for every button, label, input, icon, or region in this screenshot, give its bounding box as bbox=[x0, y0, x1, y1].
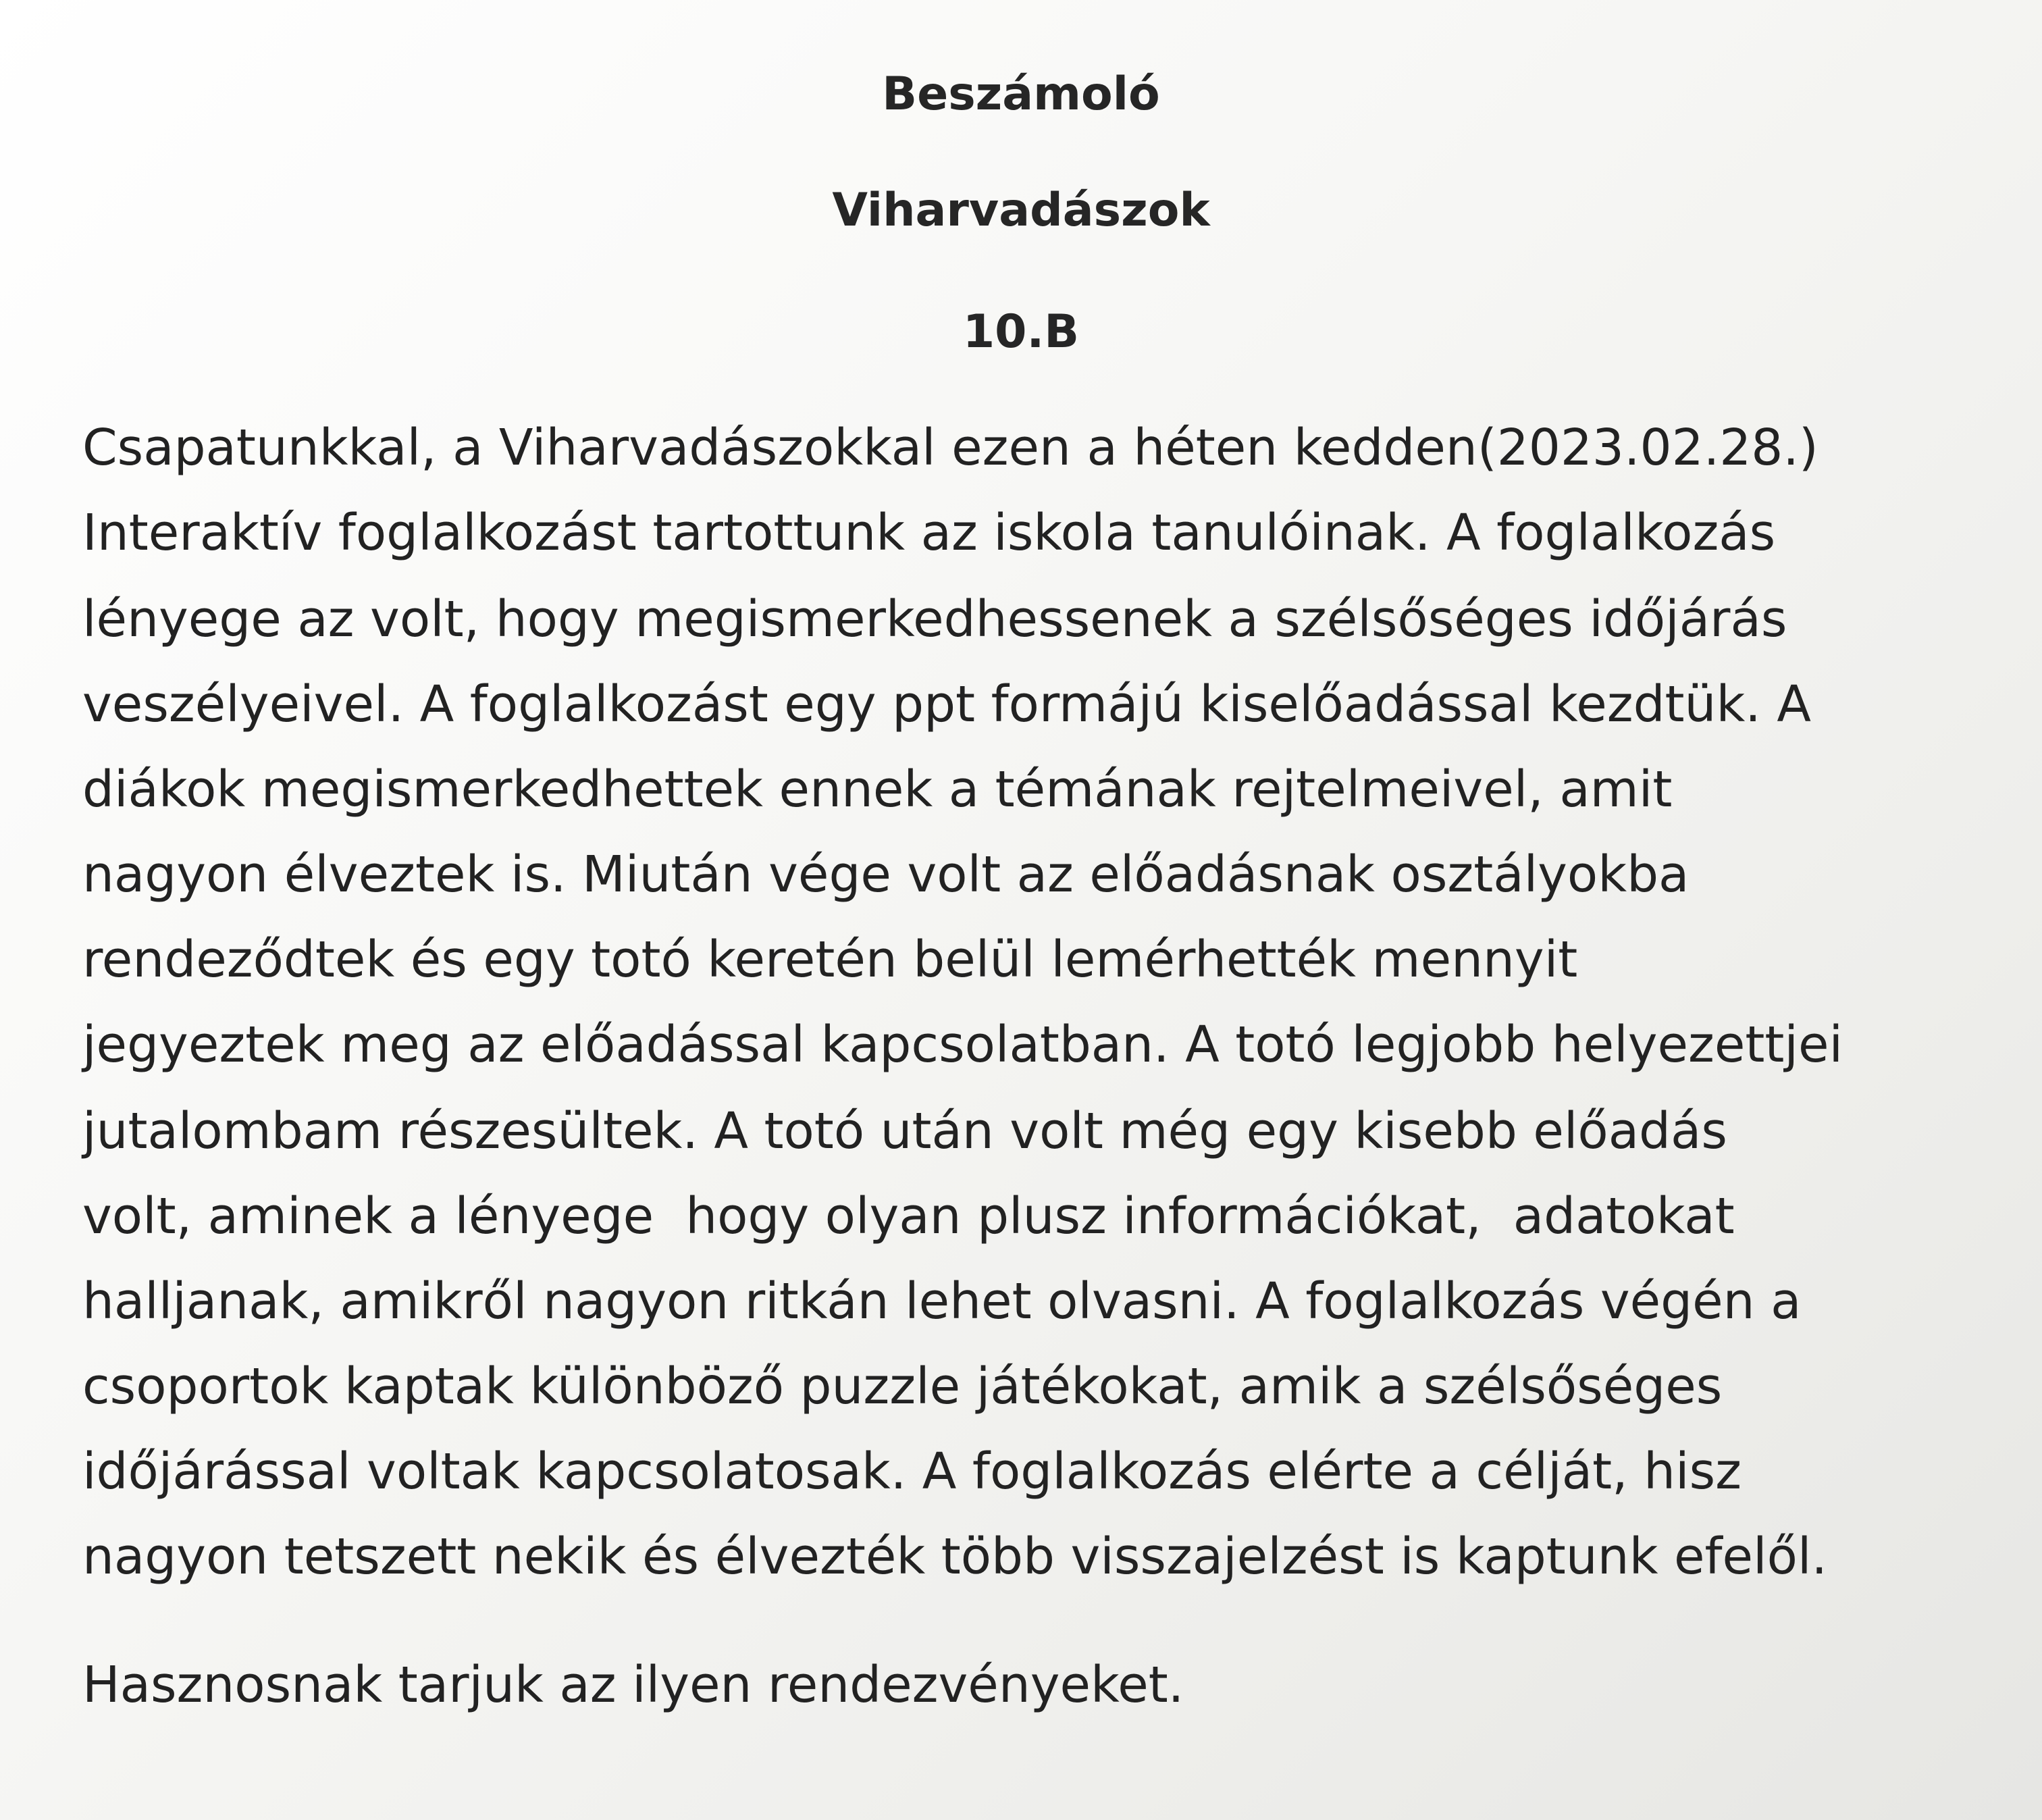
class-name: 10.B bbox=[962, 305, 1080, 359]
team-name: Viharvadászok bbox=[832, 184, 1210, 237]
body-line: csoportok kaptak különböző puzzle játékokat, amik a szélsőséges bbox=[82, 1357, 1723, 1415]
body-line: Csapatunkkal, a Viharvadászokkal ezen a héten kedden(2023.02.28.) bbox=[82, 419, 1818, 477]
body-line: lényege az volt, hogy megismerkedhessenek a szélsőséges időjárás bbox=[82, 590, 1787, 648]
report-title: Beszámoló bbox=[882, 68, 1160, 121]
body-line: veszélyeivel. A foglalkozást egy ppt formájú kiselőadással kezdtük. A bbox=[82, 675, 1811, 733]
body-line: nagyon élveztek is. Miután vége volt az előadásnak osztályokba bbox=[82, 846, 1690, 904]
body-line: rendeződtek és egy totó keretén belül lemérhették mennyit bbox=[82, 931, 1578, 989]
body-line: diákok megismerkedhettek ennek a témának rejtelmeivel, amit bbox=[82, 760, 1673, 818]
body-line: jegyeztek meg az előadással kapcsolatban. A totó legjobb helyezettjei bbox=[82, 1016, 1843, 1074]
body-line: időjárással voltak kapcsolatosak. A foglalkozás elérte a célját, hisz bbox=[82, 1442, 1742, 1501]
closing-line: Hasznosnak tarjuk az ilyen rendezvényeket. bbox=[82, 1656, 1184, 1714]
body-line: jutalombam részesültek. A totó után volt még egy kisebb előadás bbox=[82, 1102, 1727, 1160]
body-line: volt, aminek a lényege hogy olyan plusz információkat, adatokat bbox=[82, 1187, 1735, 1245]
body-line: Interaktív foglalkozást tartottunk az iskola tanulóinak. A foglalkozás bbox=[82, 504, 1776, 562]
body-line: halljanak, amikről nagyon ritkán lehet olvasni. A foglalkozás végén a bbox=[82, 1272, 1802, 1330]
body-line: nagyon tetszett nekik és élvezték több visszajelzést is kaptunk efelől. bbox=[82, 1528, 1827, 1586]
